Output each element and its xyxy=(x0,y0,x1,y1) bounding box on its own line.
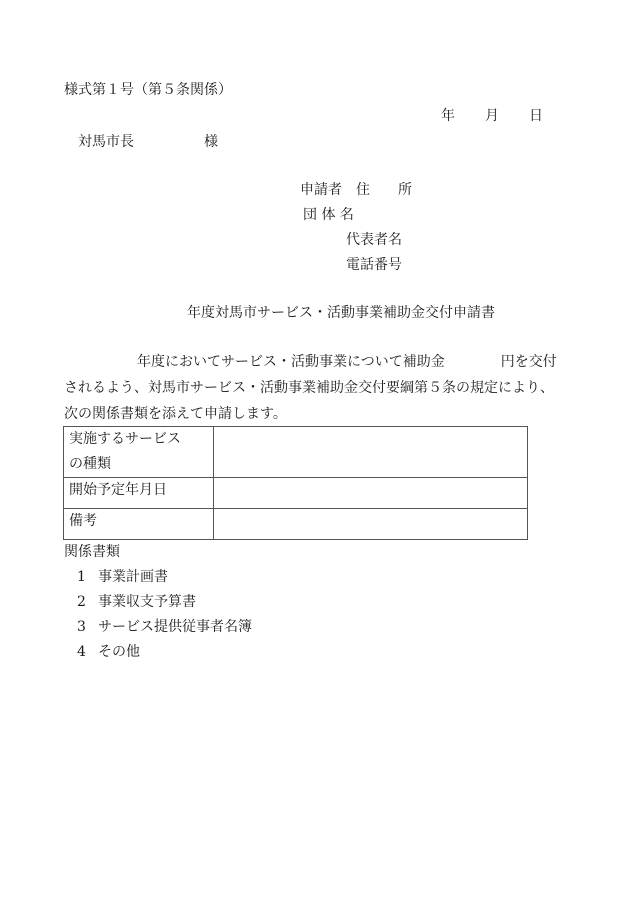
item-number: 3 xyxy=(77,619,86,635)
body-line: 次の関係書類を添えて申請します。 xyxy=(64,406,287,422)
table-row-service-type xyxy=(64,427,528,478)
remarks-field[interactable] xyxy=(214,509,528,540)
start-date-field[interactable] xyxy=(214,478,528,509)
body-line: 年度においてサービス・活動事業について補助金 円を交付 xyxy=(137,354,557,370)
phone-number-label: 電話番号 xyxy=(346,257,402,273)
form-number: 様式第１号（第５条関係） xyxy=(64,82,232,98)
date-line xyxy=(441,109,543,123)
date-month: 月 xyxy=(485,108,499,124)
addressee: 対馬市長 様 xyxy=(78,134,218,150)
service-type-field[interactable] xyxy=(214,427,528,478)
date-day: 日 xyxy=(529,108,543,124)
item-number: 2 xyxy=(77,594,86,610)
representative-label: 代表者名 xyxy=(346,232,402,248)
applicant-address-label: 申請者 住 所 xyxy=(300,182,412,198)
table-row-start-date xyxy=(64,478,528,509)
start-date-label: 開始予定年月日 xyxy=(64,478,214,509)
item-number: 1 xyxy=(77,569,86,585)
item-text: サービス提供従事者名簿 xyxy=(98,619,252,635)
attachments-heading: 関係書類 xyxy=(64,544,120,560)
table-row-remarks xyxy=(64,509,528,540)
service-type-label xyxy=(64,427,214,478)
remarks-label: 備考 xyxy=(64,509,214,540)
organization-name-label: 団 体 名 xyxy=(303,207,354,223)
service-type-label-line: の種類 xyxy=(69,456,111,472)
item-text: その他 xyxy=(98,644,140,660)
document-title: 年度対馬市サービス・活動事業補助金交付申請書 xyxy=(187,305,495,321)
date-year: 年 xyxy=(441,108,455,124)
item-text: 事業計画書 xyxy=(98,569,168,585)
service-type-label-line: 実施するサービス xyxy=(69,431,181,447)
attachments-list xyxy=(77,565,252,665)
list-item xyxy=(77,640,252,665)
list-item xyxy=(77,590,252,615)
body-text xyxy=(64,349,584,427)
item-number: 4 xyxy=(77,644,86,660)
body-line: されるよう、対馬市サービス・活動事業補助金交付要綱第５条の規定により、 xyxy=(64,380,554,396)
application-table xyxy=(63,426,528,540)
list-item xyxy=(77,565,252,590)
list-item xyxy=(77,615,252,640)
item-text: 事業収支予算書 xyxy=(98,594,196,610)
